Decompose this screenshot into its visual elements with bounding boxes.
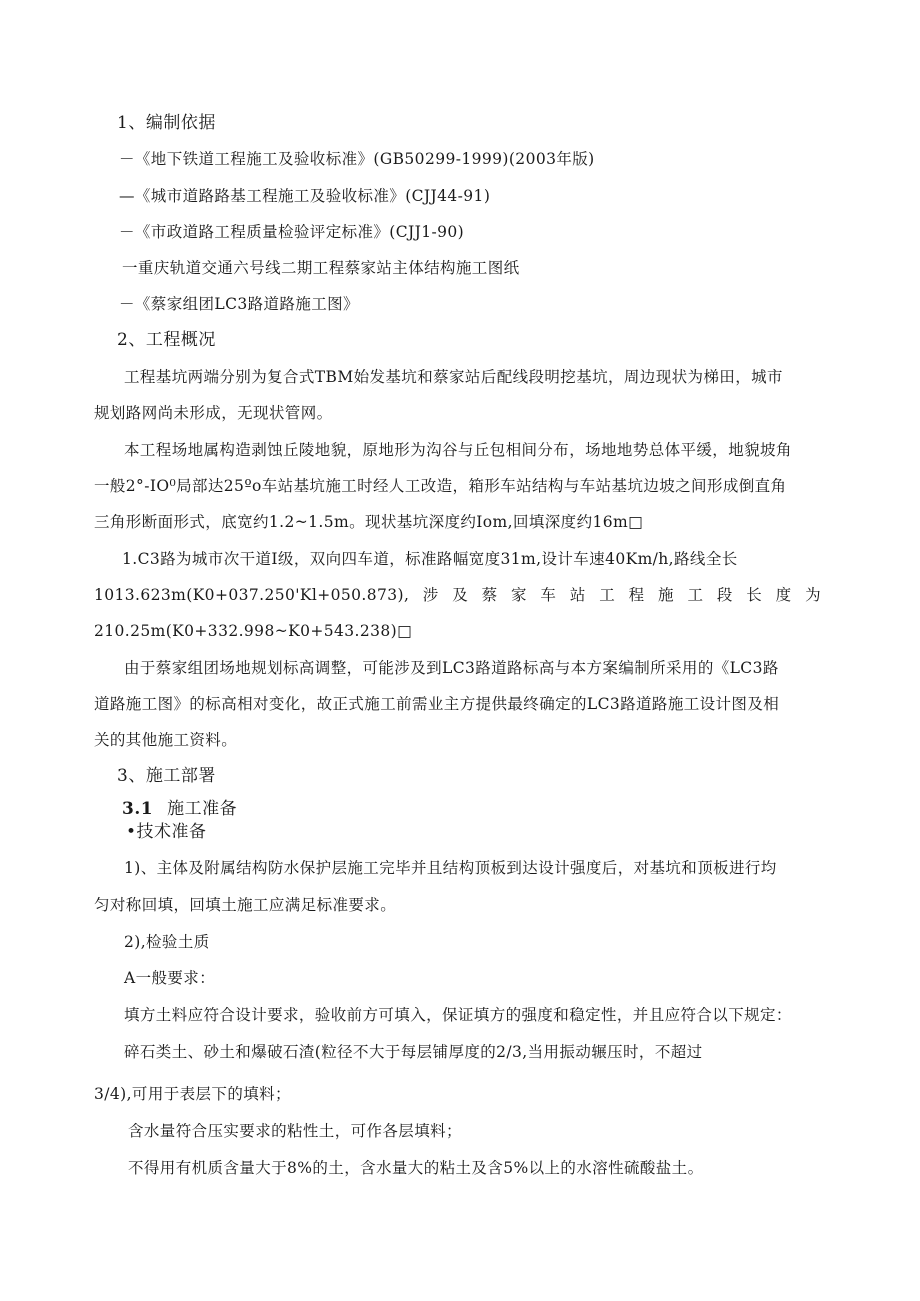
paragraph-line: 一般2°-IO⁰局部达25ºo车站基坑施工时经人工改造，箱形车站结构与车站基坑边坡之间形成倒直角 [94,477,787,495]
reference-item: －《市政道路工程质量检验评定标准》(CJJ1-90) [119,223,465,241]
paragraph-line: 规划路网尚未形成，无现状管网。 [94,404,333,422]
line-token: 施 [658,586,674,604]
bullet-heading: •技术准备 [126,822,207,842]
paragraph-line: 匀对称回填，回填土施工应满足标准要求。 [94,896,397,914]
paragraph-line: 2),检验土质 [124,933,210,951]
reference-item: —《城市道路路基工程施工及验收标准》(CJJ44-91) [119,187,491,205]
line-token: 及 [452,586,469,604]
paragraph-line: 道路施工图》的标高相对变化，故正式施工前需业主方提供最终确定的LC3路道路施工设计图及相 [94,695,780,713]
paragraph-line: 含水量符合压实要求的粘性土，可作各层填料； [128,1122,462,1140]
line-token: 家 [511,586,527,604]
line-token: 工 [687,586,704,604]
paragraph-line: 由于蔡家组团场地规划标高调整，可能涉及到LC3路道路标高与本方案编制所采用的《LC3路 [124,659,779,677]
line-token: 为 [805,586,821,604]
paragraph-line: 填方土料应符合设计要求，验收前方可填入，保证填方的强度和稳定性，并且应符合以下规定： [124,1006,792,1024]
line-token: 蔡 [481,586,498,604]
paragraph-line: 三角形断面形式，底宽约1.2~1.5m。现状基坑深度约Iom,回填深度约16m□ [94,513,644,531]
reference-item: 一重庆轨道交通六号线二期工程蔡家站主体结构施工图纸 [122,259,520,277]
paragraph-line: A一般要求： [124,969,216,987]
subsection-number: 3.1 [122,799,154,819]
reference-item: －《蔡家组团LC3路道路施工图》 [119,295,359,313]
paragraph-line: 1.C3路为城市次干道I级，双向四车道，标准路幅宽度31m,设计车速40Km/h,路线全长 [122,550,738,568]
subsection-heading [122,799,237,819]
line-token: 程 [628,586,645,604]
line-token: 度 [775,586,792,604]
line-token: 1013.623m(K0+037.250'Kl+050.873), [94,586,410,604]
line-token: 站 [569,586,586,604]
paragraph-line: 本工程场地属构造剥蚀丘陵地貌，原地形为沟谷与丘包相间分布，场地地势总体平缓，地貌坡角 [124,441,792,459]
line-token: 涉 [422,586,439,604]
section-1-heading: 1、编制依据 [117,113,216,133]
paragraph-line: 碎石类土、砂土和爆破石渣(粒径不大于每层铺厚度的2/3,当用振动辗压时，不超过 [124,1043,703,1061]
section-2-heading: 2、工程概况 [117,330,216,350]
paragraph-line: 关的其他施工资料。 [94,731,238,749]
reference-item: －《地下铁道工程施工及验收标准》(GB50299-1999)(2003年版) [119,150,595,168]
paragraph-line: 1)、主体及附属结构防水保护层施工完毕并且结构顶板到达设计强度后，对基坑和顶板进行均 [124,859,777,877]
line-token: 车 [540,586,557,604]
paragraph-line: 工程基坑两端分别为复合式TBM始发基坑和蔡家站后配线段明挖基坑，周边现状为梯田，城市 [124,368,783,386]
paragraph-line: 3/4),可用于表层下的填料； [94,1085,291,1103]
line-token: 工 [599,586,616,604]
line-token: 长 [746,586,763,604]
line-token: 段 [716,586,733,604]
subsection-title: 施工准备 [167,799,238,819]
paragraph-line: 210.25m(K0+332.998~K0+543.238)□ [94,622,413,640]
justified-paragraph-line [94,585,821,605]
section-3-heading: 3、施工部署 [117,766,216,786]
paragraph-line: 不得用有机质含量大于8%的土，含水量大的粘土及含5%以上的水溶性硫酸盐土。 [128,1159,704,1177]
